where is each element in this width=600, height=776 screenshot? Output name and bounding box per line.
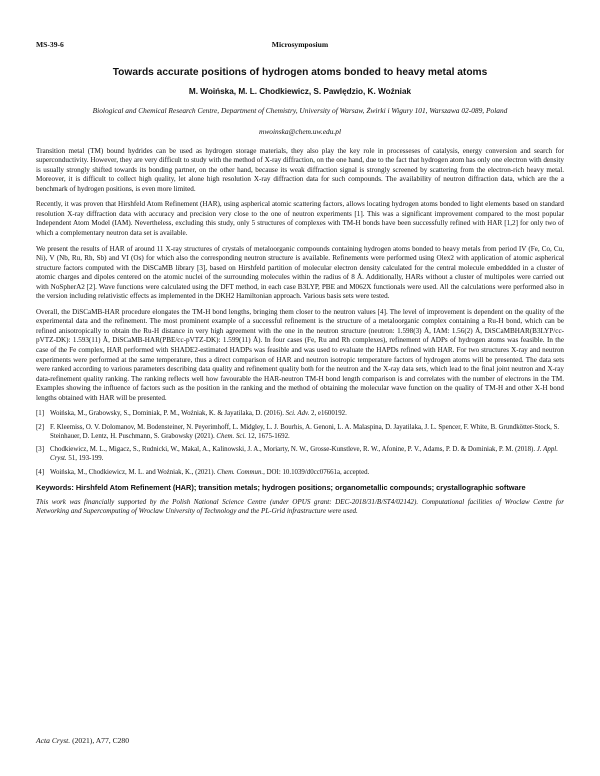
reference-text: Chodkiewicz, M. L., Migacz, S., Rudnicki, W., Makal, A., Kalinowski, J. A., Moriarty, N. W., Grosse-Kunstleve, R. W., Afonine, P. V., Adams, P. D. & Dominiak, P. M. (2018). (50, 446, 537, 454)
contact-email: mwoinska@chem.uw.edu.pl (259, 126, 341, 136)
reference-journal: Chem. Sci. (216, 432, 247, 440)
reference-number: [2] (36, 423, 45, 431)
abstract-code: MS-39-6 (36, 40, 64, 49)
reference-text: Woińska, M., Grabowsky, S., Dominiak, P. M., Woźniak, K. & Jayatilaka, D. (2016). (50, 410, 286, 418)
paragraph: Overall, the DiSCaMB-HAR procedure elongates the TM-H bond lengths, bringing them closer to the neutron values [4]. The level of improvement is dependent on the quality of the experimental data and the refinement. The most prominent example of a successful refinement is the structure of a metaloorganic complex containing a Ru-H bond, which can be refined anisotropically to obtain the Ru-H distance in very high agreement with the one in the neutron structure (neutron: 1.598(3) Å, IAM: 1.56(2) Å, DiSCaMBHAR(B3LYP/cc-pVTZ-DK): 1.593(11) Å, DiSCaMB-HAR(PBE/cc-pVTZ-DK): 1.599(11) Å). In four cases (Fe, Ru and Rh complexes), refinement of ADPs of hydrogen atoms was feasible. In the case of the Fe complex, HAR performed with SHADE2-estimated HADPs was feasible and was used to evaluate the HAPDs refined with HAR. For two structures X-ray and neutron experiments were performed at the same temperature, thus a direct comparison of HAR and neutron isotropic temperature factors of hydrogen atoms will be presented. The data sets were ranked according to various parameters describing data quality and refinement quality both for the neutron and the X-ray data sets, which lead to the final joint neutron and X-ray data-refinement quality ranking. The ranking reflects well how favourable the HAR-neutron TM-H bond length comparison is and correlates with the number of electrons in the TM. Examples showing the influence of factors such as the position in the ranking and the method of obtaining the molecular wave function on the quality of TM-H and other X-H bond lengths obtained with HAR will be presented. (36, 307, 564, 402)
reference-journal: Sci. Adv. (285, 410, 310, 418)
page-footer (36, 736, 129, 745)
reference-item (36, 423, 564, 442)
author-list: M. Woińska, M. L. Chodkiewicz, S. Pawlędzio, K. Woźniak (188, 87, 412, 96)
reference-item (36, 468, 564, 477)
paper-title: Towards accurate positions of hydrogen atoms bonded to heavy metal atoms (112, 67, 488, 78)
paragraph: We present the results of HAR of around 11 X-ray structures of crystals of metaloorganic compounds containing hydrogen atoms bonded to heavy metals from period IV (Fe, Co, Cu, Ni), V (Nb, Ru, Rh, Sb) and VI (Os) for which also the corresponding neutron structure is available. Refinements were performed using Olex2 with application of atomic aspherical structure factors computed with the DiSCaMB library [3], based on Hirshfeld partition of molecular electron density calculated for the central molecule embeddded in a cluster of atomic charges and dipoles centered on the atomic nuclei of the surrounding molecules within the radius of 8 Å. Additionally, HARs without a cluster of multipoles were carried out with NoSpherA2 [2]. Wave functions were calculated using the DFT method, in each case B3LYP, PBE and M062X functionals were used. All the calculations were performed also in the version including relativistic effects as implemented in the DKH2 Hamiltonian approach. Various basis sets were tested. (36, 244, 564, 301)
reference-number: [1] (36, 410, 45, 418)
reference-item (36, 445, 564, 464)
reference-text: Woińska, M., Chodkiewicz, M. L. and Woźniak, K., (2021). (50, 468, 217, 476)
reference-tail: 2, e1600192. (309, 410, 347, 418)
footer-citation: (2021), A77, C280 (70, 736, 130, 745)
page-header (36, 40, 564, 54)
footer-journal: Acta Cryst. (36, 736, 71, 745)
affiliation: Biological and Chemical Research Centre, Department of Chemistry, University of Warsaw, Żwirki i Wigury 101, Warszawa 02-089, Poland (92, 106, 508, 115)
section-label: Microsymposium (271, 40, 329, 49)
reference-journal: Chem. Commun. (216, 468, 264, 476)
acknowledgement: This work was financially supported by the Polish National Science Centre (under OPUS grant: DEC-2018/31/B/ST4/02142). Computational facilities of Wroclaw Centre for Networking and Supercomputing of Wroclaw University of Technology and the PL-Grid infrastructure were used. (36, 497, 564, 516)
reference-journal: J. Appl. Cryst. (50, 446, 558, 463)
paragraph: Recently, it was proven that Hirshfeld Atom Refinement (HAR), using aspherical atomic scattering factors, allows locating hydrogen atoms bonded to light elements based on standard resolution X-ray diffraction data with accuracy and precision very close to the one of neutron experiments [1]. This was a significant improvement compared to the most popular Independent Atom Model (IAM). Nevertheless, excluding this study, only 5 structures of complexes with TM-H bonds have been successfully refined with HAR [1,2] for only two of which a complementary neutron data set is available. (36, 200, 564, 237)
reference-number: [4] (36, 468, 45, 476)
abstract-body (36, 147, 564, 404)
reference-list (36, 409, 564, 477)
reference-item (36, 409, 564, 418)
reference-tail: 12, 1675-1692. (246, 432, 290, 440)
paragraph: Transition metal (TM) bound hydrides can be used as hydrogen storage materials, they also play the key role in processeses of catalysis, energy conversion and search for superconductivity. However, they are very difficult to study with the method of X-ray diffraction, on the one hand, due to the fact that hydrogen atom has only one electron with density is usually strongly shifted towards its bonding partner, on the other hand, because its weak diffraction signal is strongly screened by scattering from the electron-rich heavy metal. Moreover, it is difficult to collect high quality, let alone high resolution X-ray diffraction data for such compounds. The availability of neutron diffraction data, which are the a benchmark of hydrogen positions, is even more limited. (36, 146, 564, 193)
reference-number: [3] (36, 446, 45, 454)
reference-tail: 51, 193-199. (66, 455, 104, 463)
reference-text: F. Kleemiss, O. V. Dolomanov, M. Bodensteiner, N. Peyerimhoff, L. Midgley, L. J. Bourhis, A. Genoni, L. A. Malaspina, D. Jayatilaka, J. L. Spencer, F. White, B. Grundkötter-Stock, S. Steinhauer, D. Lentz, H. Puschmann, S. Grabowsky (2021). (50, 423, 560, 440)
keywords: Keywords: Hirshfeld Atom Refinement (HAR); transition metals; hydrogen positions; organometallic compounds; crystallographic software (36, 483, 526, 493)
reference-tail: , DOI: 10.1039/d0cc07661a, accepted. (263, 468, 370, 476)
